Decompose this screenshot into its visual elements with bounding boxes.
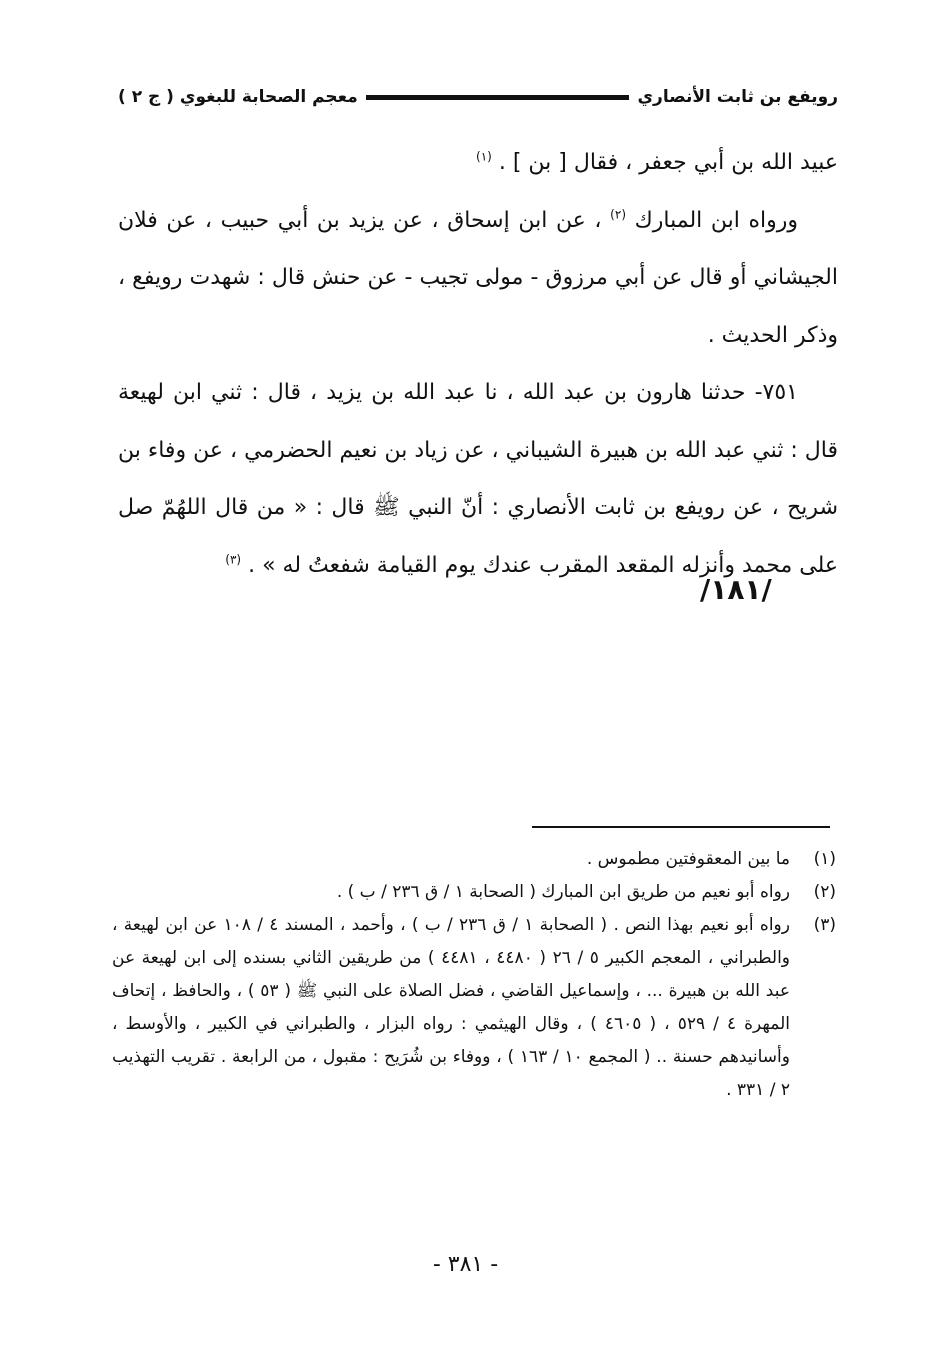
paragraph-2-text-a: ورواه ابن المبارك [634, 207, 798, 233]
footnotes [112, 843, 836, 1107]
footnote-number: (٢) [813, 882, 836, 902]
paragraph-1-text: عبيد الله بن أبي جعفر ، فقال [ بن ] . [498, 150, 838, 175]
hadith-751 [118, 364, 838, 594]
footnote-text: رواه أبو نعيم من طريق ابن المبارك ( الصحابة ١ / ق ٢٣٦ / ب ) . [336, 882, 790, 902]
paragraph-1 [118, 134, 838, 192]
main-text [118, 134, 838, 594]
footnote-text: ما بين المعقوفتين مطموس . [586, 849, 790, 869]
header-book-title: معجم الصحابة للبغوي ( ج ٢ ) [118, 87, 358, 107]
footnote-2 [112, 876, 836, 909]
footnote-text: رواه أبو نعيم بهذا النص . ( الصحابة ١ / ق ٢٣٦ / ب ) ، وأحمد ، المسند ٤ / ١٠٨ عن ابن لهيعة ، والطبراني ، المعجم الكبير ٥ / ٢٦ ( ٤٤٨٠ ، ٤٤٨١ ) من طريقين الثاني بسنده إلى ابن لهيعة عن عبد الله بن هبيرة ... ، وإسماعيل القاضي ، فضل الصلاة على النبي ﷺ ( ٥٣ ) ، والحافظ ، إتحاف المهرة ٤ / ٥٢٩ ، ( ٤٦٠٥ ) ، وقال الهيثمي : رواه البزار ، والطبراني في الكبير ، والأوسط ، وأسانيدهم حسنة .. ( المجمع ١٠ / ١٦٣ ) ، ووفاء بن شُرَيح : مقبول ، من الرابعة . تقريب التهذيب ٢ / ٣٣١ . [112, 915, 791, 1100]
header-rule [366, 95, 630, 100]
footnote-separator [532, 826, 830, 828]
footnote-number: (١) [813, 849, 836, 869]
footnote-ref-1: (١) [476, 149, 492, 164]
running-header [118, 82, 838, 112]
hadith-751-text: ٧٥١- حدثنا هارون بن عبد الله ، نا عبد الله بن يزيد ، قال : ثني ابن لهيعة قال : ثني عبد الله بن هبيرة الشيباني ، عن زياد بن نعيم الحضرمي ، عن وفاء بن شريح ، عن رويفع بن ثابت الأنصاري : أنّ النبي ﷺ قال : « من قال اللهُمّ صل على محمد وأنزله المقعد المقرب عندك يوم القيامة شفعتُ له » . [118, 380, 838, 578]
header-entry-name: رويفع بن ثابت الأنصاري [637, 87, 838, 107]
footnote-3 [112, 909, 836, 1107]
paragraph-2 [118, 192, 838, 365]
footnote-1 [112, 843, 836, 876]
paragraph-2-text-b: ، عن ابن إسحاق ، عن يزيد بن أبي حبيب ، عن فلان الجيشاني أو قال عن أبي مرزوق - مولى تجيب - عن حنش قال : شهدت رويفع ، وذكر الحديث . [118, 207, 838, 348]
footnote-number: (٣) [813, 915, 836, 935]
page-number: - ٣٨١ - [432, 1252, 499, 1277]
manuscript-folio-marker: /١٨١/ [700, 573, 772, 606]
footnote-ref-3: (٣) [225, 552, 242, 567]
footnote-ref-2: (٢) [610, 207, 626, 222]
